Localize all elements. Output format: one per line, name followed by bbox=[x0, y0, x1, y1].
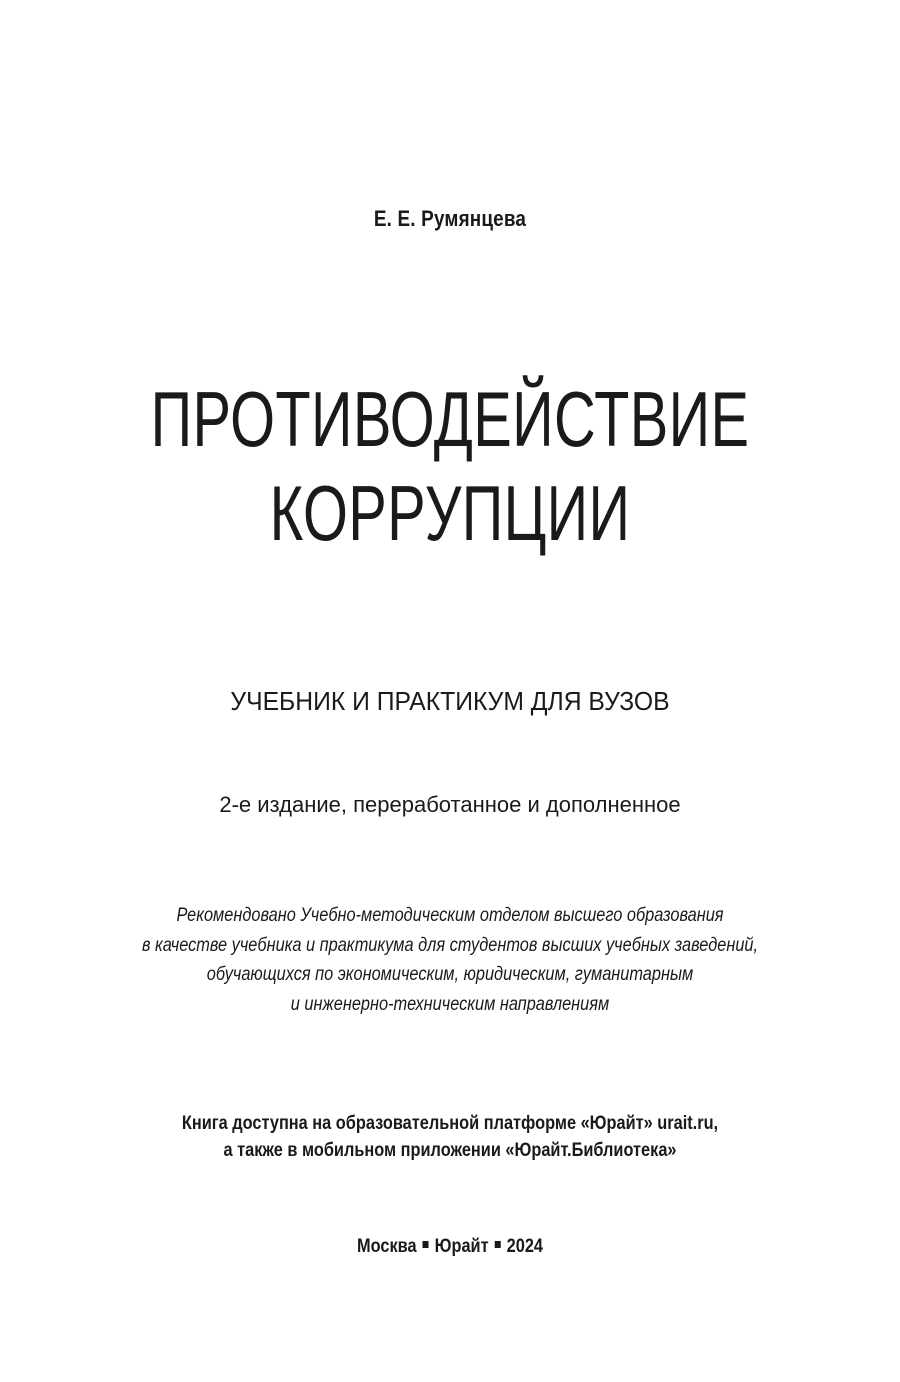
availability-line: Книга доступна на образовательной платформе «Юрайт» urait.ru, bbox=[181, 1113, 719, 1134]
availability-line: а также в мобильном приложении «Юрайт.Библиотека» bbox=[223, 1140, 677, 1161]
book-title bbox=[117, 372, 783, 560]
square-separator-icon bbox=[423, 1241, 429, 1248]
recommendation-line: Рекомендовано Учебно-методическим отделом высшего образования bbox=[176, 905, 724, 926]
imprint-year: 2024 bbox=[506, 1236, 544, 1257]
imprint-publisher: Юрайт bbox=[434, 1236, 489, 1257]
recommendation-line: в качестве учебника и практикума для студентов высших учебных заведений, bbox=[141, 934, 759, 956]
square-separator-icon bbox=[495, 1241, 501, 1248]
recommendation-line: обучающихся по экономическим, юридическим, гуманитарным bbox=[206, 964, 694, 985]
recommendation-text bbox=[63, 901, 837, 1019]
book-subtitle: УЧЕБНИК И ПРАКТИКУМ ДЛЯ ВУЗОВ bbox=[230, 686, 670, 716]
imprint-line bbox=[63, 1236, 837, 1258]
availability-notice bbox=[63, 1110, 837, 1164]
imprint-city: Москва bbox=[356, 1236, 417, 1257]
recommendation-line: и инженерно-техническим направлениям bbox=[290, 993, 610, 1015]
book-title-line-1: ПРОТИВОДЕЙСТВИЕ bbox=[150, 375, 750, 463]
edition-note: 2-е издание, переработанное и дополненное bbox=[219, 792, 681, 817]
author-name: Е. Е. Румянцева bbox=[373, 206, 527, 231]
book-title-line-2: КОРРУПЦИИ bbox=[269, 469, 631, 557]
